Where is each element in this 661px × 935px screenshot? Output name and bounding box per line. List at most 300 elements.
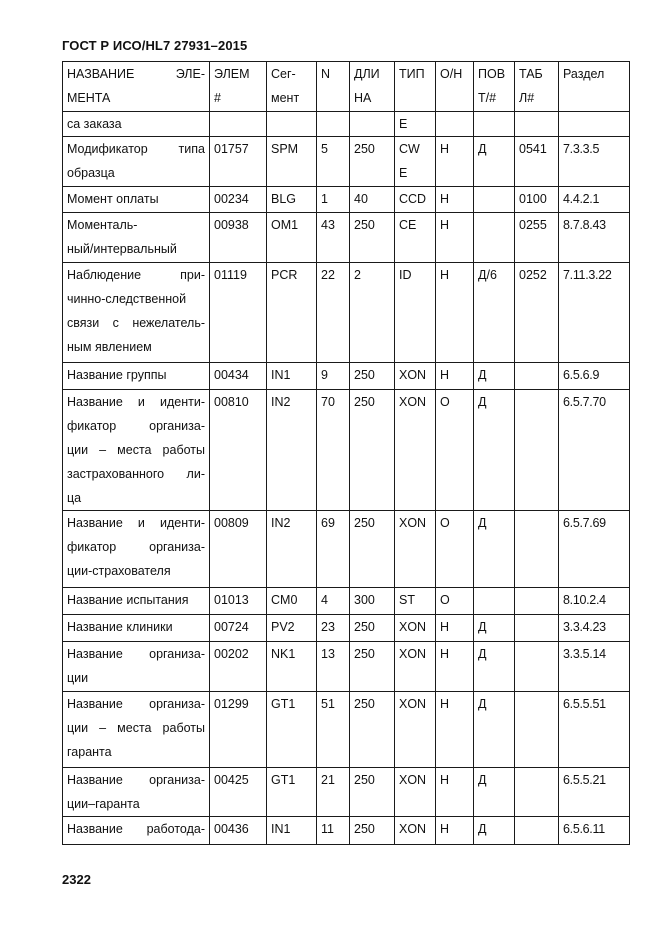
cell-section — [559, 137, 630, 187]
cell-on-value: О — [440, 593, 450, 607]
table-row — [63, 511, 630, 588]
cell-section — [559, 768, 630, 817]
cell-n-value: 70 — [321, 395, 335, 409]
cell-type-line: CCD — [399, 192, 427, 206]
cell-name — [63, 692, 210, 768]
cell-on — [436, 768, 474, 817]
cell-type — [395, 263, 436, 363]
cell-elem — [210, 615, 267, 642]
cell-length-value: 250 — [354, 368, 375, 382]
cell-elem-value: 00724 — [214, 620, 249, 634]
cell-n-value: 69 — [321, 516, 335, 530]
cell-elem — [210, 768, 267, 817]
cell-length-value: 2 — [354, 268, 361, 282]
cell-name-line: Момент оплаты — [67, 192, 159, 206]
cell-name-line: Наблюдение при- — [67, 268, 205, 282]
cell-table — [515, 112, 559, 137]
cell-length — [350, 642, 395, 692]
cell-name-line: ции – места работы — [67, 721, 205, 735]
cell-on-value: Н — [440, 697, 450, 711]
cell-name-line: Название клиники — [67, 620, 173, 634]
cell-name — [63, 642, 210, 692]
cell-on — [436, 511, 474, 588]
cell-elem-value: 00938 — [214, 218, 249, 232]
cell-name — [63, 588, 210, 615]
cell-n-value: 21 — [321, 773, 335, 787]
cell-name — [63, 363, 210, 390]
cell-table — [515, 642, 559, 692]
cell-table — [515, 363, 559, 390]
cell-segment — [267, 692, 317, 768]
cell-type-line: XON — [399, 620, 427, 634]
cell-repeat-value: Д — [478, 142, 487, 156]
cell-name-line: Модификатор типа — [67, 142, 205, 156]
cell-table — [515, 187, 559, 213]
cell-n — [317, 511, 350, 588]
cell-length-value: 250 — [354, 647, 375, 661]
header-line: О/Н — [440, 67, 463, 81]
cell-length — [350, 615, 395, 642]
cell-n-value: 13 — [321, 647, 335, 661]
cell-section-value: 8.7.8.43 — [563, 218, 606, 232]
cell-table — [515, 213, 559, 263]
cell-repeat — [474, 511, 515, 588]
cell-name — [63, 112, 210, 137]
table-row — [63, 390, 630, 511]
header-line: ЭЛЕМ — [214, 67, 250, 81]
cell-repeat-value: Д — [478, 620, 487, 634]
cell-elem — [210, 511, 267, 588]
cell-section — [559, 363, 630, 390]
cell-section — [559, 112, 630, 137]
cell-elem — [210, 363, 267, 390]
cell-section-value: 4.4.2.1 — [563, 192, 600, 206]
cell-type-line: XON — [399, 647, 427, 661]
cell-segment — [267, 511, 317, 588]
cell-name-line: фикатор организа- — [67, 540, 205, 554]
cell-section — [559, 615, 630, 642]
cell-segment-value: NK1 — [271, 647, 296, 661]
cell-elem — [210, 112, 267, 137]
cell-section — [559, 511, 630, 588]
cell-name-line: ции — [67, 671, 89, 685]
cell-type — [395, 642, 436, 692]
cell-section-value: 7.3.3.5 — [563, 142, 600, 156]
header-line: ТИП — [399, 67, 425, 81]
header-on — [436, 62, 474, 112]
cell-segment-value: IN2 — [271, 516, 291, 530]
cell-on — [436, 642, 474, 692]
cell-table-value: 0541 — [519, 142, 547, 156]
header-line: МЕНТА — [67, 91, 111, 105]
cell-segment-value: SPM — [271, 142, 299, 156]
cell-type — [395, 588, 436, 615]
cell-elem-value: 01757 — [214, 142, 249, 156]
cell-type-line: XON — [399, 395, 427, 409]
cell-length-value: 250 — [354, 620, 375, 634]
cell-segment — [267, 642, 317, 692]
cell-on — [436, 817, 474, 845]
cell-n — [317, 363, 350, 390]
cell-type-line: CW — [399, 142, 420, 156]
cell-type-line: E — [399, 166, 408, 180]
cell-table-value: 0100 — [519, 192, 547, 206]
cell-on-value: Н — [440, 773, 450, 787]
cell-length — [350, 390, 395, 511]
header-row — [63, 62, 630, 112]
header-repeat — [474, 62, 515, 112]
cell-elem-value: 00809 — [214, 516, 249, 530]
cell-repeat — [474, 615, 515, 642]
cell-repeat-value: Д/6 — [478, 268, 497, 282]
cell-length-value: 40 — [354, 192, 368, 206]
cell-elem — [210, 390, 267, 511]
cell-segment — [267, 112, 317, 137]
cell-repeat-value: Д — [478, 395, 487, 409]
header-line: НАЗВАНИЕ ЭЛЕ- — [67, 67, 205, 81]
header-type — [395, 62, 436, 112]
cell-segment — [267, 137, 317, 187]
cell-type — [395, 817, 436, 845]
cell-segment — [267, 390, 317, 511]
cell-section — [559, 263, 630, 363]
cell-segment — [267, 817, 317, 845]
cell-name — [63, 390, 210, 511]
header-table — [515, 62, 559, 112]
cell-elem — [210, 588, 267, 615]
cell-on-value: Н — [440, 647, 450, 661]
cell-n — [317, 692, 350, 768]
cell-type-line: CE — [399, 218, 417, 232]
cell-segment-value: PV2 — [271, 620, 295, 634]
table-row — [63, 187, 630, 213]
cell-section — [559, 817, 630, 845]
cell-n-value: 43 — [321, 218, 335, 232]
cell-repeat — [474, 363, 515, 390]
cell-type-line: XON — [399, 773, 427, 787]
cell-n — [317, 588, 350, 615]
cell-type — [395, 187, 436, 213]
cell-type — [395, 390, 436, 511]
cell-type-line: XON — [399, 822, 427, 836]
table-row — [63, 768, 630, 817]
cell-length — [350, 817, 395, 845]
cell-section-value: 6.5.6.11 — [563, 822, 605, 836]
header-line: Сег- — [271, 67, 296, 81]
cell-n — [317, 137, 350, 187]
table-row — [63, 363, 630, 390]
cell-n — [317, 263, 350, 363]
cell-elem-value: 00202 — [214, 647, 249, 661]
cell-length-value: 300 — [354, 593, 375, 607]
cell-elem-value: 00425 — [214, 773, 249, 787]
cell-section — [559, 390, 630, 511]
cell-section-value: 6.5.5.21 — [563, 773, 606, 787]
cell-elem-value: 01299 — [214, 697, 249, 711]
cell-length — [350, 213, 395, 263]
cell-n-value: 11 — [321, 822, 334, 836]
table-header — [63, 62, 630, 112]
cell-on — [436, 187, 474, 213]
cell-elem — [210, 692, 267, 768]
cell-on-value: Н — [440, 218, 450, 232]
cell-n — [317, 768, 350, 817]
cell-repeat-value: Д — [478, 773, 487, 787]
cell-n — [317, 187, 350, 213]
cell-type — [395, 137, 436, 187]
cell-section-value: 3.3.4.23 — [563, 620, 606, 634]
header-line: НА — [354, 91, 372, 105]
cell-on — [436, 263, 474, 363]
cell-length — [350, 768, 395, 817]
cell-repeat — [474, 213, 515, 263]
cell-type — [395, 511, 436, 588]
header-line: ПОВ — [478, 67, 506, 81]
cell-length-value: 250 — [354, 773, 375, 787]
cell-length — [350, 187, 395, 213]
cell-length — [350, 692, 395, 768]
cell-section — [559, 187, 630, 213]
cell-repeat-value: Д — [478, 697, 487, 711]
header-line: ДЛИ — [354, 67, 380, 81]
table-row — [63, 112, 630, 137]
document-header: ГОСТ Р ИСО/HL7 27931–2015 — [62, 38, 248, 53]
cell-segment — [267, 263, 317, 363]
cell-repeat-value: Д — [478, 647, 487, 661]
cell-type — [395, 768, 436, 817]
cell-n-value: 1 — [321, 192, 328, 206]
cell-table — [515, 817, 559, 845]
cell-type-line: XON — [399, 516, 427, 530]
cell-elem-value: 00436 — [214, 822, 249, 836]
cell-name-line: ции – места работы — [67, 443, 205, 457]
cell-segment-value: CM0 — [271, 593, 298, 607]
header-line: Л# — [519, 91, 535, 105]
header-line: Т/# — [478, 91, 497, 105]
table-row — [63, 817, 630, 845]
cell-segment — [267, 768, 317, 817]
cell-name-line: са заказа — [67, 117, 122, 131]
cell-type — [395, 112, 436, 137]
header-line: ТАБ — [519, 67, 543, 81]
cell-name-line: Название работода- — [67, 822, 205, 836]
cell-n-value: 51 — [321, 697, 335, 711]
cell-length — [350, 263, 395, 363]
table-row — [63, 692, 630, 768]
cell-n — [317, 213, 350, 263]
cell-segment-value: IN1 — [271, 822, 291, 836]
cell-section-value: 8.10.2.4 — [563, 593, 606, 607]
cell-n-value: 5 — [321, 142, 328, 156]
cell-name — [63, 187, 210, 213]
cell-name-line: Название и иденти- — [67, 395, 205, 409]
cell-segment — [267, 615, 317, 642]
cell-name — [63, 263, 210, 363]
cell-table — [515, 390, 559, 511]
cell-segment-value: PCR — [271, 268, 298, 282]
cell-length — [350, 588, 395, 615]
cell-name-line: ным явлением — [67, 340, 152, 354]
cell-name — [63, 213, 210, 263]
cell-type — [395, 615, 436, 642]
cell-name — [63, 511, 210, 588]
cell-n — [317, 817, 350, 845]
table-row — [63, 588, 630, 615]
cell-elem — [210, 137, 267, 187]
cell-name-line: Название испытания — [67, 593, 189, 607]
cell-table — [515, 511, 559, 588]
cell-elem — [210, 213, 267, 263]
cell-name-line: фикатор организа- — [67, 419, 205, 433]
cell-segment-value: BLG — [271, 192, 297, 206]
cell-repeat — [474, 263, 515, 363]
cell-name-line: застрахованного ли- — [67, 467, 205, 481]
cell-segment-value: IN2 — [271, 395, 291, 409]
cell-segment — [267, 363, 317, 390]
cell-segment-value: GT1 — [271, 697, 296, 711]
cell-segment — [267, 588, 317, 615]
cell-n — [317, 390, 350, 511]
cell-on — [436, 615, 474, 642]
cell-name — [63, 615, 210, 642]
cell-repeat — [474, 692, 515, 768]
table-body — [63, 112, 630, 845]
cell-name-line: ции-страхователя — [67, 564, 171, 578]
header-line: N — [321, 67, 331, 81]
cell-repeat — [474, 112, 515, 137]
header-section — [559, 62, 630, 112]
cell-repeat-value: Д — [478, 516, 487, 530]
cell-name — [63, 137, 210, 187]
cell-table-value: 0252 — [519, 268, 547, 282]
cell-name-line: Название организа- — [67, 773, 205, 787]
header-length — [350, 62, 395, 112]
cell-on — [436, 112, 474, 137]
cell-name-line: образца — [67, 166, 115, 180]
cell-length — [350, 511, 395, 588]
cell-segment-value: IN1 — [271, 368, 291, 382]
cell-length-value: 250 — [354, 516, 375, 530]
cell-segment — [267, 213, 317, 263]
cell-length-value: 250 — [354, 697, 375, 711]
cell-repeat — [474, 588, 515, 615]
cell-elem — [210, 263, 267, 363]
cell-type-line: XON — [399, 368, 427, 382]
page-number: 2322 — [62, 872, 91, 887]
cell-type-line: ID — [399, 268, 412, 282]
cell-on — [436, 137, 474, 187]
cell-name-line: Название организа- — [67, 647, 205, 661]
header-n — [317, 62, 350, 112]
cell-length-value: 250 — [354, 395, 375, 409]
cell-on-value: Н — [440, 368, 450, 382]
cell-repeat-value: Д — [478, 368, 487, 382]
cell-name-line: чинно-следственной — [67, 292, 187, 306]
cell-repeat — [474, 642, 515, 692]
cell-type-line: ST — [399, 593, 415, 607]
cell-section — [559, 588, 630, 615]
cell-type-line: XON — [399, 697, 427, 711]
cell-on — [436, 363, 474, 390]
cell-repeat — [474, 137, 515, 187]
cell-segment-value: OM1 — [271, 218, 299, 232]
cell-section — [559, 692, 630, 768]
cell-type — [395, 363, 436, 390]
cell-section — [559, 213, 630, 263]
header-line: Раздел — [563, 67, 605, 81]
data-table — [62, 61, 630, 845]
cell-on-value: О — [440, 395, 450, 409]
table-row — [63, 213, 630, 263]
cell-type — [395, 692, 436, 768]
header-line: мент — [271, 91, 300, 105]
cell-name-line: Название организа- — [67, 697, 205, 711]
cell-length-value: 250 — [354, 218, 375, 232]
cell-on-value: Н — [440, 620, 450, 634]
cell-name — [63, 817, 210, 845]
table-row — [63, 642, 630, 692]
cell-length — [350, 112, 395, 137]
cell-repeat — [474, 768, 515, 817]
cell-section-value: 3.3.5.14 — [563, 647, 606, 661]
cell-elem-value: 01013 — [214, 593, 249, 607]
cell-section-value: 6.5.5.51 — [563, 697, 606, 711]
cell-elem-value: 00434 — [214, 368, 249, 382]
cell-repeat — [474, 817, 515, 845]
cell-n-value: 9 — [321, 368, 328, 382]
cell-repeat — [474, 187, 515, 213]
cell-on-value: О — [440, 516, 450, 530]
cell-name-line: Название и иденти- — [67, 516, 205, 530]
cell-on-value: Н — [440, 822, 450, 836]
table-row — [63, 263, 630, 363]
cell-on — [436, 588, 474, 615]
cell-section-value: 6.5.7.70 — [563, 395, 606, 409]
cell-repeat-value: Д — [478, 822, 487, 836]
cell-length — [350, 363, 395, 390]
cell-section — [559, 642, 630, 692]
header-elem — [210, 62, 267, 112]
cell-n-value: 4 — [321, 593, 328, 607]
cell-table — [515, 692, 559, 768]
cell-elem-value: 00810 — [214, 395, 249, 409]
cell-table — [515, 263, 559, 363]
cell-n — [317, 615, 350, 642]
cell-name-line: ции–гаранта — [67, 797, 140, 811]
cell-length-value: 250 — [354, 142, 375, 156]
cell-table — [515, 768, 559, 817]
cell-table — [515, 615, 559, 642]
cell-length — [350, 137, 395, 187]
header-segment — [267, 62, 317, 112]
cell-n-value: 22 — [321, 268, 335, 282]
cell-n — [317, 642, 350, 692]
cell-section-value: 6.5.7.69 — [563, 516, 606, 530]
cell-on — [436, 390, 474, 511]
cell-elem-value: 00234 — [214, 192, 249, 206]
cell-table — [515, 137, 559, 187]
cell-n-value: 23 — [321, 620, 335, 634]
cell-repeat — [474, 390, 515, 511]
cell-table-value: 0255 — [519, 218, 547, 232]
table-row — [63, 137, 630, 187]
cell-segment — [267, 187, 317, 213]
cell-on-value: Н — [440, 142, 450, 156]
cell-table — [515, 588, 559, 615]
cell-elem-value: 01119 — [214, 268, 247, 282]
header-line: # — [214, 91, 221, 105]
header-name — [63, 62, 210, 112]
